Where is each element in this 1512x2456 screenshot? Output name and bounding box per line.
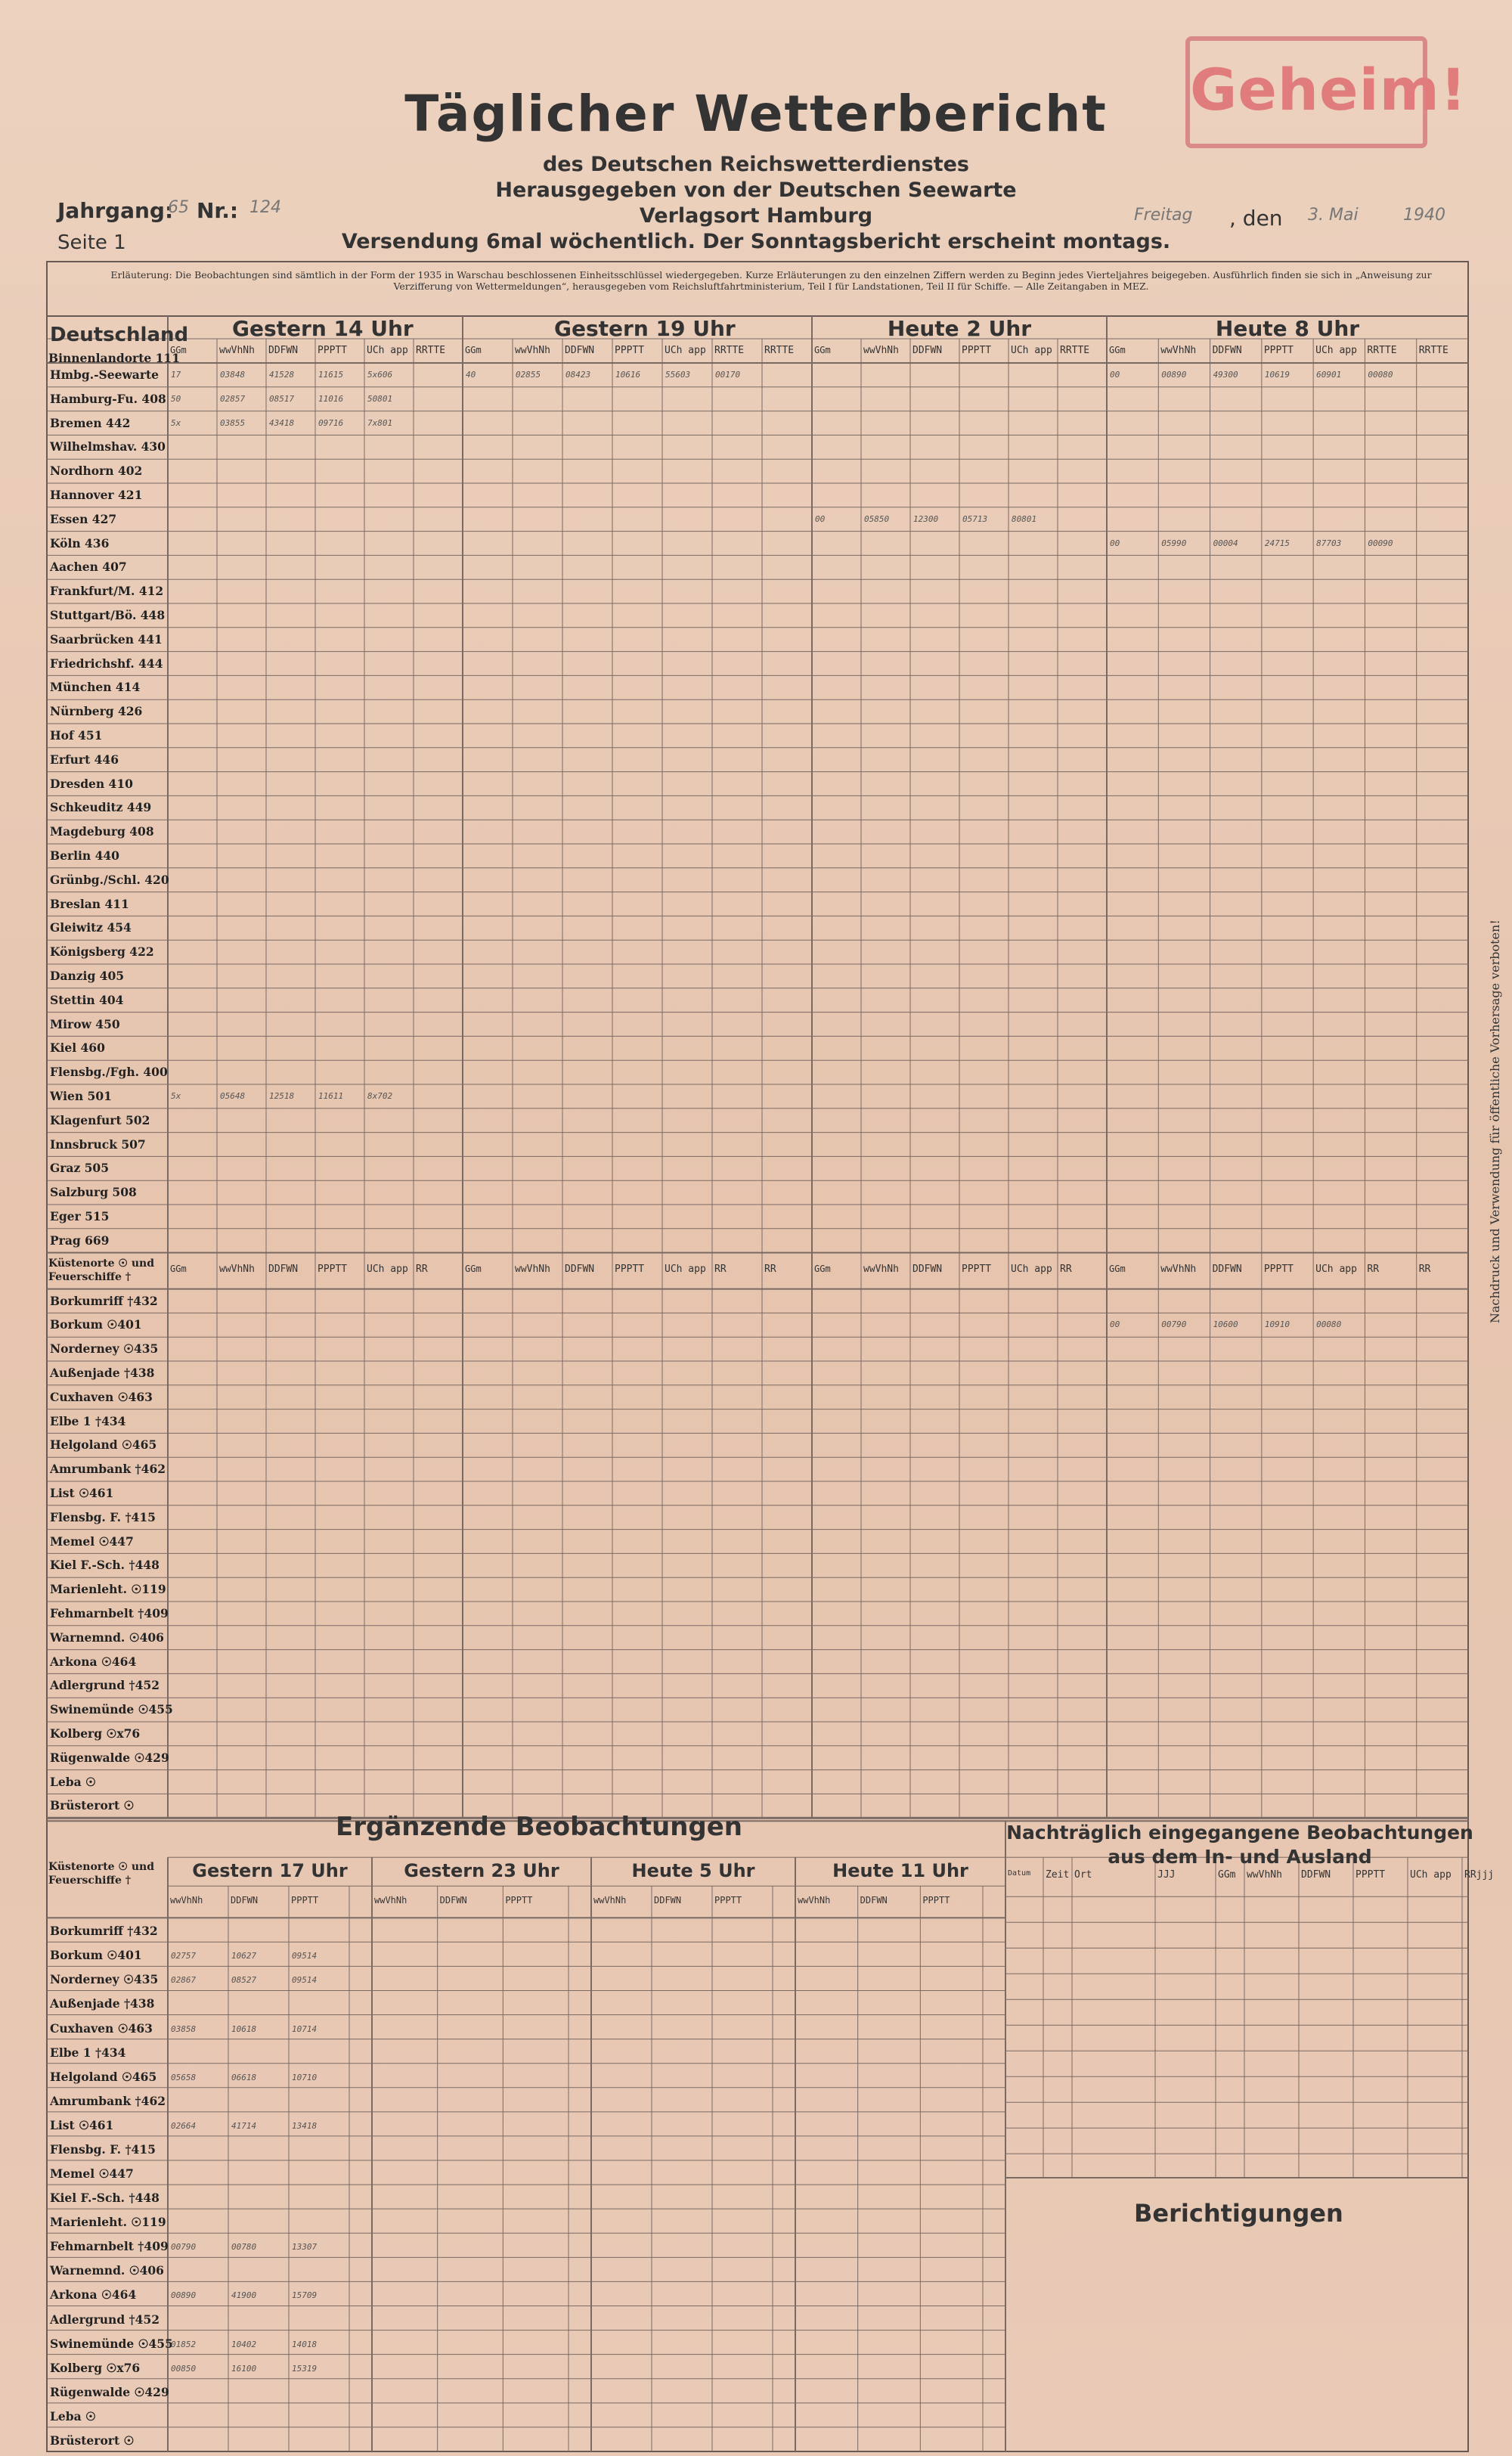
station-label: Hof 451 bbox=[50, 728, 103, 743]
col-header-coast-2-1: wwVhNh bbox=[863, 1263, 899, 1275]
erg-data-cell-list: 02664 bbox=[171, 2120, 197, 2131]
col-header-top-1-0: GGm bbox=[465, 345, 482, 355]
erg-data-cell-arkona: 15709 bbox=[292, 2290, 318, 2301]
jahrgang-value: 65 bbox=[168, 198, 189, 217]
erg-col-header-3-0: wwVhNh bbox=[798, 1895, 831, 1906]
nachtraeglich-title-line1: Nachträglich eingegangene Beobachtungen bbox=[1006, 1822, 1473, 1844]
nach-col-header-3: JJJ bbox=[1157, 1869, 1176, 1881]
coastal-station-label: Rügenwalde ☉429 bbox=[50, 1750, 169, 1765]
col-header-coast-1-0: GGm bbox=[465, 1263, 482, 1274]
nach-col-header-1: Zeit bbox=[1046, 1869, 1070, 1881]
erg-station-label: Elbe 1 †434 bbox=[50, 2045, 126, 2060]
col-header-top-2-3: PPPTT bbox=[962, 345, 992, 356]
col-header-top-2-4: UCh app bbox=[1011, 345, 1052, 356]
station-label: Innsbruck 507 bbox=[50, 1137, 146, 1152]
station-label: Friedrichshf. 444 bbox=[50, 656, 163, 671]
col-header-coast-3-0: GGm bbox=[1109, 1263, 1126, 1274]
station-label: Grünbg./Schl. 420 bbox=[50, 872, 169, 887]
coastal-station-label: Kiel F.-Sch. †448 bbox=[50, 1558, 160, 1573]
erg-data-cell-swinemuende: 10402 bbox=[231, 2339, 257, 2349]
col-header-coast-1-4: UCh app bbox=[665, 1263, 706, 1275]
station-label: Berlin 440 bbox=[50, 848, 119, 863]
jahrgang-label: Jahrgang: bbox=[57, 198, 174, 223]
data-cell-hmbg-14: 11615 bbox=[318, 370, 344, 380]
station-label: München 414 bbox=[50, 680, 141, 695]
col-header-top-0-1: wwVhNh bbox=[219, 345, 255, 356]
data-cell-wien-14: 05648 bbox=[220, 1091, 246, 1101]
nach-col-header-6: DDFWN bbox=[1301, 1869, 1331, 1881]
erg-data-cell-swinemuende: 01852 bbox=[171, 2339, 197, 2349]
data-cell-hmbg-8: 49300 bbox=[1213, 370, 1238, 380]
data-cell-essen-2: 12300 bbox=[913, 513, 939, 524]
subtitle-publisher: Herausgegeben von der Deutschen Seewarte bbox=[495, 178, 1017, 202]
data-cell-koeln-8: 87703 bbox=[1316, 538, 1342, 548]
coastal-station-label: Memel ☉447 bbox=[50, 1533, 134, 1549]
erg-data-cell-list: 41714 bbox=[231, 2120, 257, 2131]
coastal-station-label: Brüsterort ☉ bbox=[50, 1798, 135, 1813]
period-header-1: Gestern 19 Uhr bbox=[554, 316, 736, 341]
col-header-top-2-0: GGm bbox=[814, 345, 831, 355]
nach-col-header-0: Datum bbox=[1008, 1869, 1031, 1878]
erg-data-cell-arkona: 41900 bbox=[231, 2290, 257, 2301]
erg-data-cell-fehmarn: 13307 bbox=[292, 2242, 318, 2253]
data-cell-bremen-14: 7x801 bbox=[367, 417, 393, 428]
col-header-coast-0-5: RR bbox=[416, 1263, 428, 1275]
coastal-station-label: Warnemnd. ☉406 bbox=[50, 1630, 164, 1645]
station-label: Mirow 450 bbox=[50, 1016, 120, 1031]
col-header-top-3-1: wwVhNh bbox=[1160, 345, 1197, 356]
data-cell-koeln-8: 05990 bbox=[1161, 538, 1187, 548]
erg-data-cell-kolberg: 15319 bbox=[292, 2363, 318, 2374]
erg-period-header-3: Heute 11 Uhr bbox=[832, 1860, 968, 1882]
erg-station-label: Flensbg. F. †415 bbox=[50, 2141, 156, 2157]
station-label: Stettin 404 bbox=[50, 992, 124, 1007]
col-header-top-2-5: RRTTE bbox=[1060, 345, 1090, 356]
coastal-station-label: Elbe 1 †434 bbox=[50, 1413, 126, 1428]
erg-col-header-0-0: wwVhNh bbox=[170, 1895, 203, 1906]
station-label: Köln 436 bbox=[50, 535, 110, 550]
erg-station-label: Außenjade †438 bbox=[50, 1996, 155, 2011]
coastal-station-label: List ☉461 bbox=[50, 1486, 114, 1500]
coastal-station-label: Helgoland ☉465 bbox=[50, 1437, 157, 1453]
station-label: Salzburg 508 bbox=[50, 1185, 137, 1200]
station-label: Breslan 411 bbox=[50, 896, 129, 911]
data-cell-hmbg-14: 17 bbox=[171, 370, 181, 380]
erg-station-label: Amrumbank †462 bbox=[50, 2093, 166, 2108]
data-cell-borkum-8: 00080 bbox=[1316, 1319, 1342, 1330]
station-label: Flensbg./Fgh. 400 bbox=[50, 1065, 168, 1080]
data-cell-hamburg-14: 02857 bbox=[220, 393, 246, 404]
nachtraeglich-title-line2: aus dem In- und Ausland bbox=[1108, 1846, 1372, 1868]
side-note: Nachdruck und Verwendung für öffentliche Vorhersage verboten! bbox=[1488, 919, 1502, 1323]
erg-station-label: Adlergrund †452 bbox=[50, 2312, 160, 2327]
col-header-coast-0-2: DDFWN bbox=[268, 1263, 299, 1275]
erg-station-label: Fehmarnbelt †409 bbox=[50, 2239, 169, 2254]
secret-stamp: Geheim! bbox=[1185, 36, 1427, 148]
data-cell-bremen-14: 43418 bbox=[269, 417, 295, 428]
coastal-station-label: Borkum ☉401 bbox=[50, 1317, 142, 1332]
col-header-top-3-0: GGm bbox=[1109, 345, 1126, 355]
erg-data-cell-kolberg: 00850 bbox=[171, 2363, 197, 2374]
data-cell-hmbg-19: 00170 bbox=[715, 370, 741, 380]
deutschland-header: Deutschland bbox=[50, 324, 189, 346]
station-label: Frankfurt/M. 412 bbox=[50, 584, 164, 599]
data-cell-hmbg-8: 60901 bbox=[1316, 370, 1342, 380]
station-label: Gleiwitz 454 bbox=[50, 920, 132, 935]
erlaeuterung-text: Erläuterung: Die Beobachtungen sind sämtlich in der Form der 1935 in Warschau beschlossenen Einheitsschlüssel wiedergegeben. Kurze Erläuterungen zu den einzelnen Ziffern werden zu Beginn jedes Vierteljahres beigegeben. Ausführlich finden sie sich in „Anweisung zur Verzifferung von Wettermeldungen“, herausgegeben vom Reichsluftfahrtministerium, Teil I für Landstationen, Teil II für Schiffe. — Alle Zeitangaben in MEZ. bbox=[110, 269, 1432, 292]
station-label: Essen 427 bbox=[50, 511, 117, 526]
data-cell-borkum-8: 00790 bbox=[1161, 1319, 1187, 1330]
date-value: 3. Mai bbox=[1308, 206, 1359, 225]
station-label: Hmbg.-Seewarte bbox=[50, 367, 160, 382]
col-header-top-2-1: wwVhNh bbox=[863, 345, 899, 356]
binnenlandorte-header: Binnenlandorte 111 bbox=[48, 351, 180, 365]
erg-data-cell-norderney: 09514 bbox=[292, 1975, 318, 1986]
data-cell-hmbg-14: 03848 bbox=[220, 370, 246, 380]
data-cell-bremen-14: 5x bbox=[171, 417, 181, 428]
coastal-station-label: Kolberg ☉x76 bbox=[50, 1726, 141, 1741]
data-cell-wien-14: 5x bbox=[171, 1091, 181, 1101]
data-cell-hamburg-14: 50 bbox=[171, 393, 181, 404]
erg-period-header-0: Gestern 17 Uhr bbox=[192, 1860, 348, 1882]
erg-data-cell-cuxhaven: 10714 bbox=[292, 2023, 318, 2034]
erg-data-cell-borkum: 02757 bbox=[171, 1951, 197, 1961]
data-cell-koeln-8: 24715 bbox=[1264, 538, 1290, 548]
station-label: Wien 501 bbox=[50, 1089, 112, 1103]
erg-period-header-1: Gestern 23 Uhr bbox=[404, 1860, 559, 1882]
station-label: Klagenfurt 502 bbox=[50, 1112, 150, 1127]
col-header-coast-3-6: RR bbox=[1418, 1263, 1431, 1275]
station-label: Graz 505 bbox=[50, 1161, 109, 1176]
col-header-coast-0-3: PPPTT bbox=[318, 1263, 348, 1275]
station-label: Kiel 460 bbox=[50, 1040, 105, 1056]
col-header-top-1-6: RRTTE bbox=[764, 345, 795, 356]
erg-data-cell-fehmarn: 00780 bbox=[231, 2242, 257, 2253]
erg-col-header-2-0: wwVhNh bbox=[593, 1895, 627, 1906]
erg-col-header-1-0: wwVhNh bbox=[374, 1895, 407, 1906]
col-header-coast-2-4: UCh app bbox=[1011, 1263, 1052, 1275]
col-header-coast-0-4: UCh app bbox=[367, 1263, 408, 1275]
coastal-station-label: Adlergrund †452 bbox=[50, 1678, 160, 1693]
erg-col-header-2-1: DDFWN bbox=[654, 1895, 682, 1906]
station-label: Königsberg 422 bbox=[50, 944, 154, 960]
data-cell-wien-14: 8x702 bbox=[367, 1091, 393, 1101]
col-header-top-3-3: PPPTT bbox=[1263, 345, 1294, 356]
erg-station-label: Kiel F.-Sch. †448 bbox=[50, 2191, 160, 2206]
coastal-station-label: Cuxhaven ☉463 bbox=[50, 1389, 153, 1404]
coastal-station-label: Außenjade †438 bbox=[50, 1366, 155, 1380]
data-cell-hmbg-14: 5x606 bbox=[367, 370, 393, 380]
data-cell-borkum-8: 00 bbox=[1110, 1319, 1120, 1330]
col-header-top-3-6: RRTTE bbox=[1418, 345, 1448, 356]
nr-value: 124 bbox=[249, 198, 281, 217]
station-label: Erfurt 446 bbox=[50, 752, 119, 767]
data-cell-hmbg-19: 55603 bbox=[665, 370, 691, 380]
erg-data-cell-helgoland: 06618 bbox=[231, 2072, 257, 2082]
subtitle-versendung: Versendung 6mal wöchentlich. Der Sonntagsbericht erscheint montags. bbox=[341, 230, 1171, 253]
erg-period-header-2: Heute 5 Uhr bbox=[631, 1860, 755, 1882]
coastal-station-label: Arkona ☉464 bbox=[50, 1654, 137, 1669]
data-cell-hmbg-8: 10619 bbox=[1264, 370, 1290, 380]
station-label: Stuttgart/Bö. 448 bbox=[50, 608, 166, 622]
col-header-top-1-3: PPPTT bbox=[615, 345, 645, 356]
col-header-coast-2-3: PPPTT bbox=[962, 1263, 992, 1275]
erg-station-label: Rügenwalde ☉429 bbox=[50, 2384, 169, 2399]
col-header-coast-0-0: GGm bbox=[170, 1263, 187, 1274]
nach-col-header-4: GGm bbox=[1218, 1869, 1236, 1881]
erg-col-header-0-2: PPPTT bbox=[291, 1895, 319, 1906]
coastal-station-label: Flensbg. F. †415 bbox=[50, 1509, 156, 1524]
coastal-station-label: Amrumbank †462 bbox=[50, 1462, 166, 1477]
col-header-top-0-4: UCh app bbox=[367, 345, 408, 356]
erg-data-cell-norderney: 02867 bbox=[171, 1975, 197, 1986]
nachtraeglich-title bbox=[1005, 1821, 1474, 1869]
erg-col-header-0-1: DDFWN bbox=[231, 1895, 259, 1906]
den-label: , den bbox=[1229, 206, 1283, 231]
erg-station-label: Norderney ☉435 bbox=[50, 1972, 159, 1987]
period-header-0: Gestern 14 Uhr bbox=[232, 316, 414, 341]
erg-station-label: Arkona ☉464 bbox=[50, 2287, 137, 2302]
col-header-top-0-3: PPPTT bbox=[318, 345, 348, 356]
weekday-value: Freitag bbox=[1134, 206, 1193, 225]
data-cell-wien-14: 12518 bbox=[269, 1091, 295, 1101]
station-label: Hamburg-Fu. 408 bbox=[50, 391, 166, 406]
data-cell-hamburg-14: 08517 bbox=[269, 393, 295, 404]
station-label: Bremen 442 bbox=[50, 415, 131, 430]
subtitle-reichswetterdienst: des Deutschen Reichswetterdienstes bbox=[542, 153, 970, 176]
station-label: Saarbrücken 441 bbox=[50, 631, 163, 647]
data-cell-borkum-8: 10910 bbox=[1264, 1319, 1290, 1330]
erg-kuesten-header: Küstenorte ☉ und Feuerschiffe † bbox=[48, 1861, 155, 1887]
erg-col-header-1-2: PPPTT bbox=[505, 1895, 533, 1906]
nach-col-header-5: wwVhNh bbox=[1247, 1869, 1282, 1881]
station-label: Nürnberg 426 bbox=[50, 704, 143, 719]
nr-label: Nr.: bbox=[197, 198, 239, 223]
col-header-coast-2-2: DDFWN bbox=[912, 1263, 943, 1275]
col-header-top-1-5: RRTTE bbox=[714, 345, 745, 356]
erg-station-label: Memel ☉447 bbox=[50, 2166, 134, 2182]
col-header-coast-3-3: PPPTT bbox=[1263, 1263, 1294, 1275]
erg-station-label: Leba ☉ bbox=[50, 2408, 96, 2423]
col-header-coast-0-1: wwVhNh bbox=[219, 1263, 255, 1275]
station-label: Magdeburg 408 bbox=[50, 824, 154, 839]
period-header-2: Heute 2 Uhr bbox=[887, 316, 1032, 341]
coastal-station-label: Marienleht. ☉119 bbox=[50, 1582, 166, 1597]
data-cell-essen-2: 05713 bbox=[962, 513, 988, 524]
erg-data-cell-helgoland: 05658 bbox=[171, 2072, 197, 2082]
col-header-coast-3-4: UCh app bbox=[1315, 1263, 1357, 1275]
col-header-top-1-4: UCh app bbox=[665, 345, 706, 356]
station-label: Eger 515 bbox=[50, 1209, 110, 1223]
nach-col-header-7: PPPTT bbox=[1356, 1869, 1386, 1881]
data-cell-hmbg-14: 41528 bbox=[269, 370, 295, 380]
col-header-coast-1-3: PPPTT bbox=[615, 1263, 645, 1275]
data-cell-bremen-14: 03855 bbox=[220, 417, 246, 428]
nach-col-header-8: UCh app bbox=[1410, 1869, 1452, 1881]
erg-col-header-1-1: DDFWN bbox=[439, 1895, 467, 1906]
data-cell-borkum-8: 10600 bbox=[1213, 1319, 1238, 1330]
page-title: Täglicher Wetterbericht bbox=[404, 85, 1108, 143]
col-header-top-2-2: DDFWN bbox=[912, 345, 943, 356]
erg-data-cell-borkum: 09514 bbox=[292, 1951, 318, 1961]
data-cell-essen-2: 00 bbox=[815, 513, 826, 524]
erg-station-label: List ☉461 bbox=[50, 2117, 114, 2132]
erg-station-label: Kolberg ☉x76 bbox=[50, 2360, 141, 2375]
data-cell-koeln-8: 00090 bbox=[1368, 538, 1393, 548]
col-header-top-1-1: wwVhNh bbox=[515, 345, 550, 356]
erg-data-cell-kolberg: 16100 bbox=[231, 2363, 257, 2374]
coastal-station-label: Norderney ☉435 bbox=[50, 1341, 159, 1357]
col-header-top-0-0: GGm bbox=[170, 345, 187, 355]
erg-data-cell-helgoland: 10710 bbox=[292, 2072, 318, 2082]
erg-station-label: Helgoland ☉465 bbox=[50, 2069, 157, 2084]
col-header-coast-1-2: DDFWN bbox=[565, 1263, 595, 1275]
erg-col-header-3-2: PPPTT bbox=[922, 1895, 950, 1906]
erg-data-cell-arkona: 00890 bbox=[171, 2290, 197, 2301]
station-label: Prag 669 bbox=[50, 1233, 110, 1248]
erg-data-cell-fehmarn: 00790 bbox=[171, 2242, 197, 2253]
erg-data-cell-norderney: 08527 bbox=[231, 1975, 257, 1986]
station-label: Dresden 410 bbox=[50, 776, 133, 791]
col-header-top-1-2: DDFWN bbox=[565, 345, 595, 356]
nach-col-header-2: Ort bbox=[1074, 1869, 1092, 1881]
coastal-station-label: Fehmarnbelt †409 bbox=[50, 1606, 169, 1620]
nach-col-header-9: RRjjj bbox=[1464, 1869, 1495, 1881]
col-header-coast-2-5: RR bbox=[1060, 1263, 1072, 1275]
col-header-coast-1-1: wwVhNh bbox=[515, 1263, 550, 1275]
col-header-coast-1-5: RR bbox=[714, 1263, 727, 1275]
station-label: Nordhorn 402 bbox=[50, 464, 143, 479]
subtitle-verlagsort: Verlagsort Hamburg bbox=[639, 204, 873, 228]
station-label: Hannover 421 bbox=[50, 488, 143, 502]
station-label: Schkeuditz 449 bbox=[50, 800, 152, 815]
col-header-top-0-5: RRTTE bbox=[416, 345, 446, 356]
coastal-station-label: Swinemünde ☉455 bbox=[50, 1702, 173, 1717]
erg-station-label: Swinemünde ☉455 bbox=[50, 2336, 173, 2351]
col-header-coast-3-1: wwVhNh bbox=[1160, 1263, 1197, 1275]
year-value: 1940 bbox=[1403, 206, 1445, 225]
erg-station-label: Cuxhaven ☉463 bbox=[50, 2020, 153, 2036]
erg-col-header-3-1: DDFWN bbox=[860, 1895, 888, 1906]
col-header-coast-3-2: DDFWN bbox=[1212, 1263, 1242, 1275]
erg-data-cell-cuxhaven: 10618 bbox=[231, 2023, 257, 2034]
erg-data-cell-list: 13418 bbox=[292, 2120, 318, 2131]
data-cell-hmbg-19: 02855 bbox=[516, 370, 541, 380]
data-cell-hmbg-19: 08423 bbox=[565, 370, 591, 380]
erg-station-label: Warnemnd. ☉406 bbox=[50, 2263, 164, 2278]
berichtigungen-title: Berichtigungen bbox=[1134, 2199, 1343, 2228]
ergaenzende-title: Ergänzende Beobachtungen bbox=[336, 1812, 743, 1842]
data-cell-hamburg-14: 50801 bbox=[367, 393, 393, 404]
station-label: Wilhelmshav. 430 bbox=[50, 439, 166, 454]
kuesten-header: Küstenorte ☉ und Feuerschiffe † bbox=[48, 1257, 155, 1283]
erg-data-cell-swinemuende: 14018 bbox=[292, 2339, 318, 2349]
erg-data-cell-cuxhaven: 03858 bbox=[171, 2023, 197, 2034]
data-cell-bremen-14: 09716 bbox=[318, 417, 344, 428]
col-header-coast-3-5: RR bbox=[1367, 1263, 1380, 1275]
col-header-top-3-4: UCh app bbox=[1315, 345, 1357, 356]
data-cell-hmbg-8: 00890 bbox=[1161, 370, 1187, 380]
data-cell-koeln-8: 00 bbox=[1110, 538, 1120, 548]
data-cell-hamburg-14: 11016 bbox=[318, 393, 344, 404]
data-cell-wien-14: 11611 bbox=[318, 1091, 344, 1101]
col-header-top-3-5: RRTTE bbox=[1367, 345, 1397, 356]
data-cell-essen-2: 80801 bbox=[1012, 513, 1037, 524]
data-cell-essen-2: 05850 bbox=[864, 513, 890, 524]
col-header-coast-1-6: RR bbox=[764, 1263, 776, 1275]
coastal-station-label: Borkumriff †432 bbox=[50, 1293, 158, 1308]
seite-label: Seite 1 bbox=[57, 231, 126, 254]
data-cell-hmbg-8: 00 bbox=[1110, 370, 1120, 380]
coastal-station-label: Leba ☉ bbox=[50, 1774, 96, 1789]
erg-station-label: Borkumriff †432 bbox=[50, 1924, 158, 1939]
erg-station-label: Brüsterort ☉ bbox=[50, 2433, 135, 2448]
data-cell-hmbg-19: 40 bbox=[466, 370, 476, 380]
erg-station-label: Borkum ☉401 bbox=[50, 1948, 142, 1963]
erg-station-label: Marienleht. ☉119 bbox=[50, 2215, 166, 2230]
erg-col-header-2-2: PPPTT bbox=[714, 1895, 742, 1906]
erg-data-cell-borkum: 10627 bbox=[231, 1951, 257, 1961]
col-header-top-3-2: DDFWN bbox=[1212, 345, 1242, 356]
station-label: Aachen 407 bbox=[50, 560, 127, 575]
data-cell-hmbg-19: 10616 bbox=[615, 370, 641, 380]
station-label: Danzig 405 bbox=[50, 969, 125, 983]
data-cell-koeln-8: 00004 bbox=[1213, 538, 1238, 548]
data-cell-hmbg-8: 00080 bbox=[1368, 370, 1393, 380]
col-header-top-0-2: DDFWN bbox=[268, 345, 299, 356]
col-header-coast-2-0: GGm bbox=[814, 1263, 831, 1274]
period-header-3: Heute 8 Uhr bbox=[1215, 316, 1360, 341]
